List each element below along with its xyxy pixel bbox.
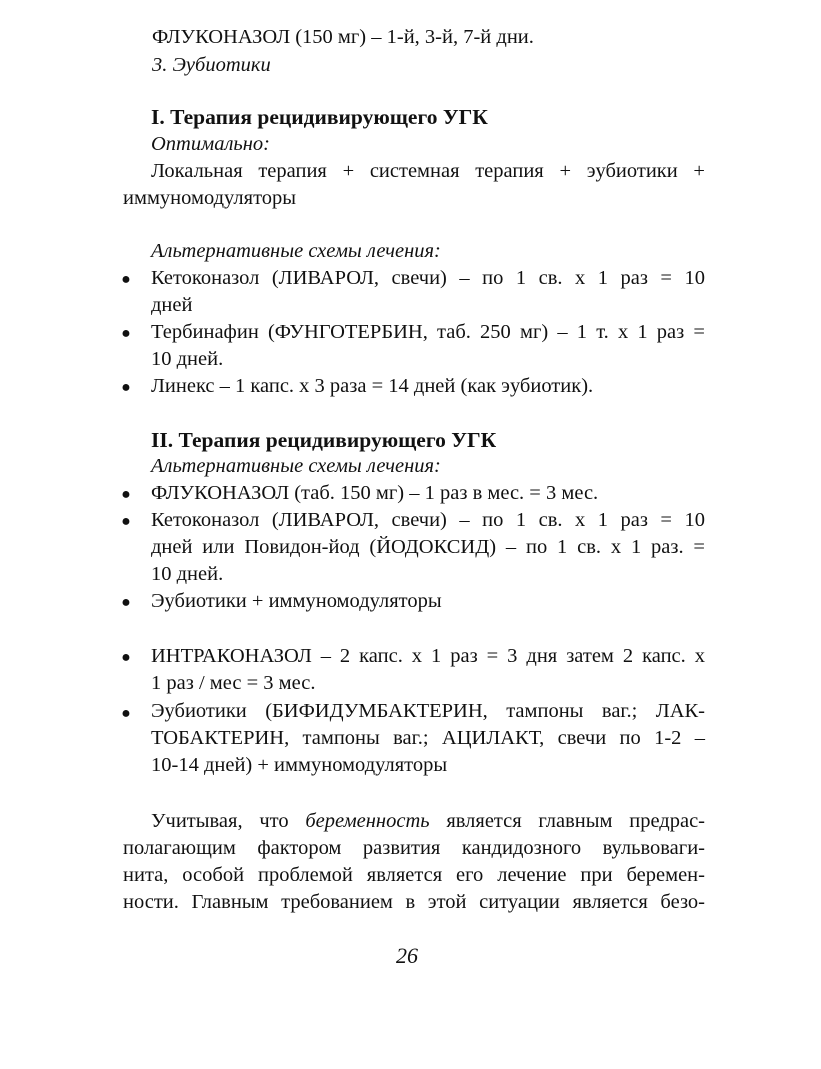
eubiotics-item: 3. Эубиотики	[152, 54, 271, 76]
bullet-icon: ●	[121, 325, 131, 342]
bullet-text-line: Кетоконазол (ЛИВАРОЛ, свечи) – по 1 св. х 1 раз = 10	[151, 509, 705, 531]
paragraph-text: Учитывая, что	[151, 810, 306, 832]
bullet-text-line: 10 дней.	[151, 563, 224, 585]
bullet-text-line: Кетоконазол (ЛИВАРОЛ, свечи) – по 1 св. х 1 раз = 10	[151, 267, 705, 289]
paragraph-emphasis: беременность	[305, 810, 430, 832]
alt-schemes-label-1: Альтернативные схемы лечения:	[151, 240, 441, 262]
bullet-text-line: Тербинафин (ФУНГОТЕРБИН, таб. 250 мг) – 1 т. х 1 раз =	[151, 321, 705, 343]
paragraph-line-1	[151, 808, 705, 835]
bullet-icon: ●	[121, 513, 131, 530]
bullet-icon: ●	[121, 649, 131, 666]
optimal-text-line2: иммуномодуляторы	[123, 187, 297, 209]
bullet-text-line: ФЛУКОНАЗОЛ (таб. 150 мг) – 1 раз в мес. = 3 мес.	[151, 482, 599, 504]
section-2-heading: II. Терапия рецидивирующего УГК	[151, 428, 497, 452]
bullet-text-line: Эубиотики + иммуномодуляторы	[151, 590, 442, 612]
paragraph-line-4: ности. Главным требованием в этой ситуации является безо-	[123, 891, 705, 913]
bullet-icon: ●	[121, 594, 131, 611]
bullet-icon: ●	[121, 271, 131, 288]
bullet-text-line: дней	[151, 294, 193, 316]
bullet-text-line: Линекс – 1 капс. х 3 раза = 14 дней (как эубиотик).	[151, 375, 594, 397]
bullet-text-line: 10-14 дней) + иммуномодуляторы	[151, 754, 448, 776]
bullet-text-line: ТОБАКТЕРИН, тампоны ваг.; АЦИЛАКТ, свечи по 1-2 –	[151, 727, 705, 749]
bullet-text-line: 10 дней.	[151, 348, 224, 370]
alt-schemes-label-2: Альтернативные схемы лечения:	[151, 455, 441, 477]
fluconazole-line: ФЛУКОНАЗОЛ (150 мг) – 1-й, 3-й, 7-й дни.	[152, 26, 534, 48]
bullet-icon: ●	[121, 379, 131, 396]
bullet-text-line: дней или Повидон-йод (ЙОДОКСИД) – по 1 св. х 1 раз. =	[151, 536, 705, 558]
bullet-text-line: 1 раз / мес = 3 мес.	[151, 672, 316, 694]
bullet-text-line: Эубиотики (БИФИДУМБАКТЕРИН, тампоны ваг.; ЛАК-	[151, 700, 705, 722]
optimal-text-line1: Локальная терапия + системная терапия + эубиотики +	[151, 160, 705, 182]
paragraph-line-3: нита, особой проблемой является его лечение при беремен-	[123, 864, 705, 886]
paragraph-line-2: полагающим фактором развития кандидозного вульвоваги-	[123, 837, 705, 859]
bullet-icon: ●	[121, 486, 131, 503]
bullet-text-line: ИНТРАКОНАЗОЛ – 2 капс. х 1 раз = 3 дня затем 2 капс. х	[151, 645, 705, 667]
page-number: 26	[396, 943, 418, 968]
optimal-label: Оптимально:	[151, 133, 270, 155]
paragraph-text: является главным предрас-	[429, 810, 705, 832]
section-1-heading: I. Терапия рецидивирующего УГК	[151, 105, 488, 129]
bullet-icon: ●	[121, 705, 131, 722]
